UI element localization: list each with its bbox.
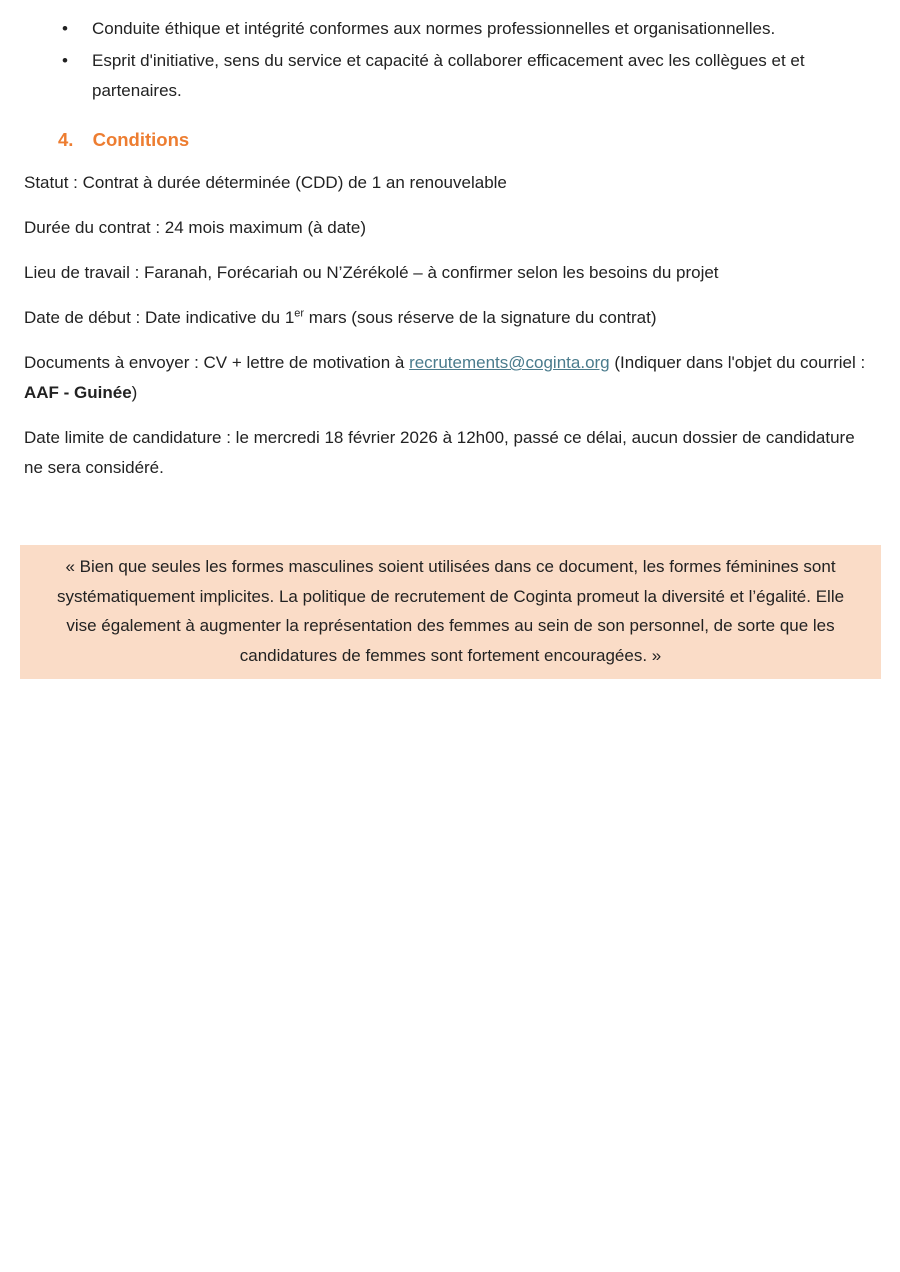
section-heading-conditions [24,127,878,153]
bullet-item-esprit: • Esprit d'initiative, sens du service et capacité à collaborer efficacement avec les collègues et et partenaires. [92,46,878,106]
paragraph-date-debut [24,303,878,333]
diversity-notice-box [20,545,881,679]
email-subject-code: AAF - Guinée [24,383,132,402]
bullet-item-ethique: • Conduite éthique et intégrité conformes aux normes professionnelles et organisationnelles. [92,14,878,44]
documents-text-middle: (Indiquer dans l'objet du courriel : [609,353,866,372]
section-title: Conditions [92,129,190,150]
bullet-list [24,14,878,106]
date-debut-text-after: mars (sous réserve de la signature du contrat) [304,308,657,327]
documents-text-after: ) [131,383,138,402]
paragraph-duree: Durée du contrat : 24 mois maximum (à date) [24,218,367,237]
section-number: 4. [58,129,74,150]
diversity-notice-text: « Bien que seules les formes masculines soient utilisées dans ce document, les formes féminines sont systématiquement implicites. La politique de recrutement de Coginta promeut la diversité et l’égalité. Elle vise également à augmenter la représentation des femmes au sein de son personnel, de sorte que les candidatures de femmes sont fortement encouragées. » [56,557,845,665]
date-debut-superscript: er [294,307,305,320]
paragraph-deadline: Date limite de candidature : le mercredi 18 février 2026 à 12h00, passé ce délai, aucun dossier de candidature ne sera considéré. [24,428,855,477]
paragraph-documents [24,348,878,408]
documents-text: Documents à envoyer : CV + lettre de motivation à [24,353,410,372]
paragraph-statut: Statut : Contrat à durée déterminée (CDD) de 1 an renouvelable [24,173,507,192]
recruitment-email-link[interactable]: recrutements@coginta.org [409,353,610,372]
paragraph-lieu: Lieu de travail : Faranah, Forécariah ou N’Zérékolé – à confirmer selon les besoins du projet [24,263,719,282]
date-debut-text: Date de début : Date indicative du 1 [24,308,295,327]
